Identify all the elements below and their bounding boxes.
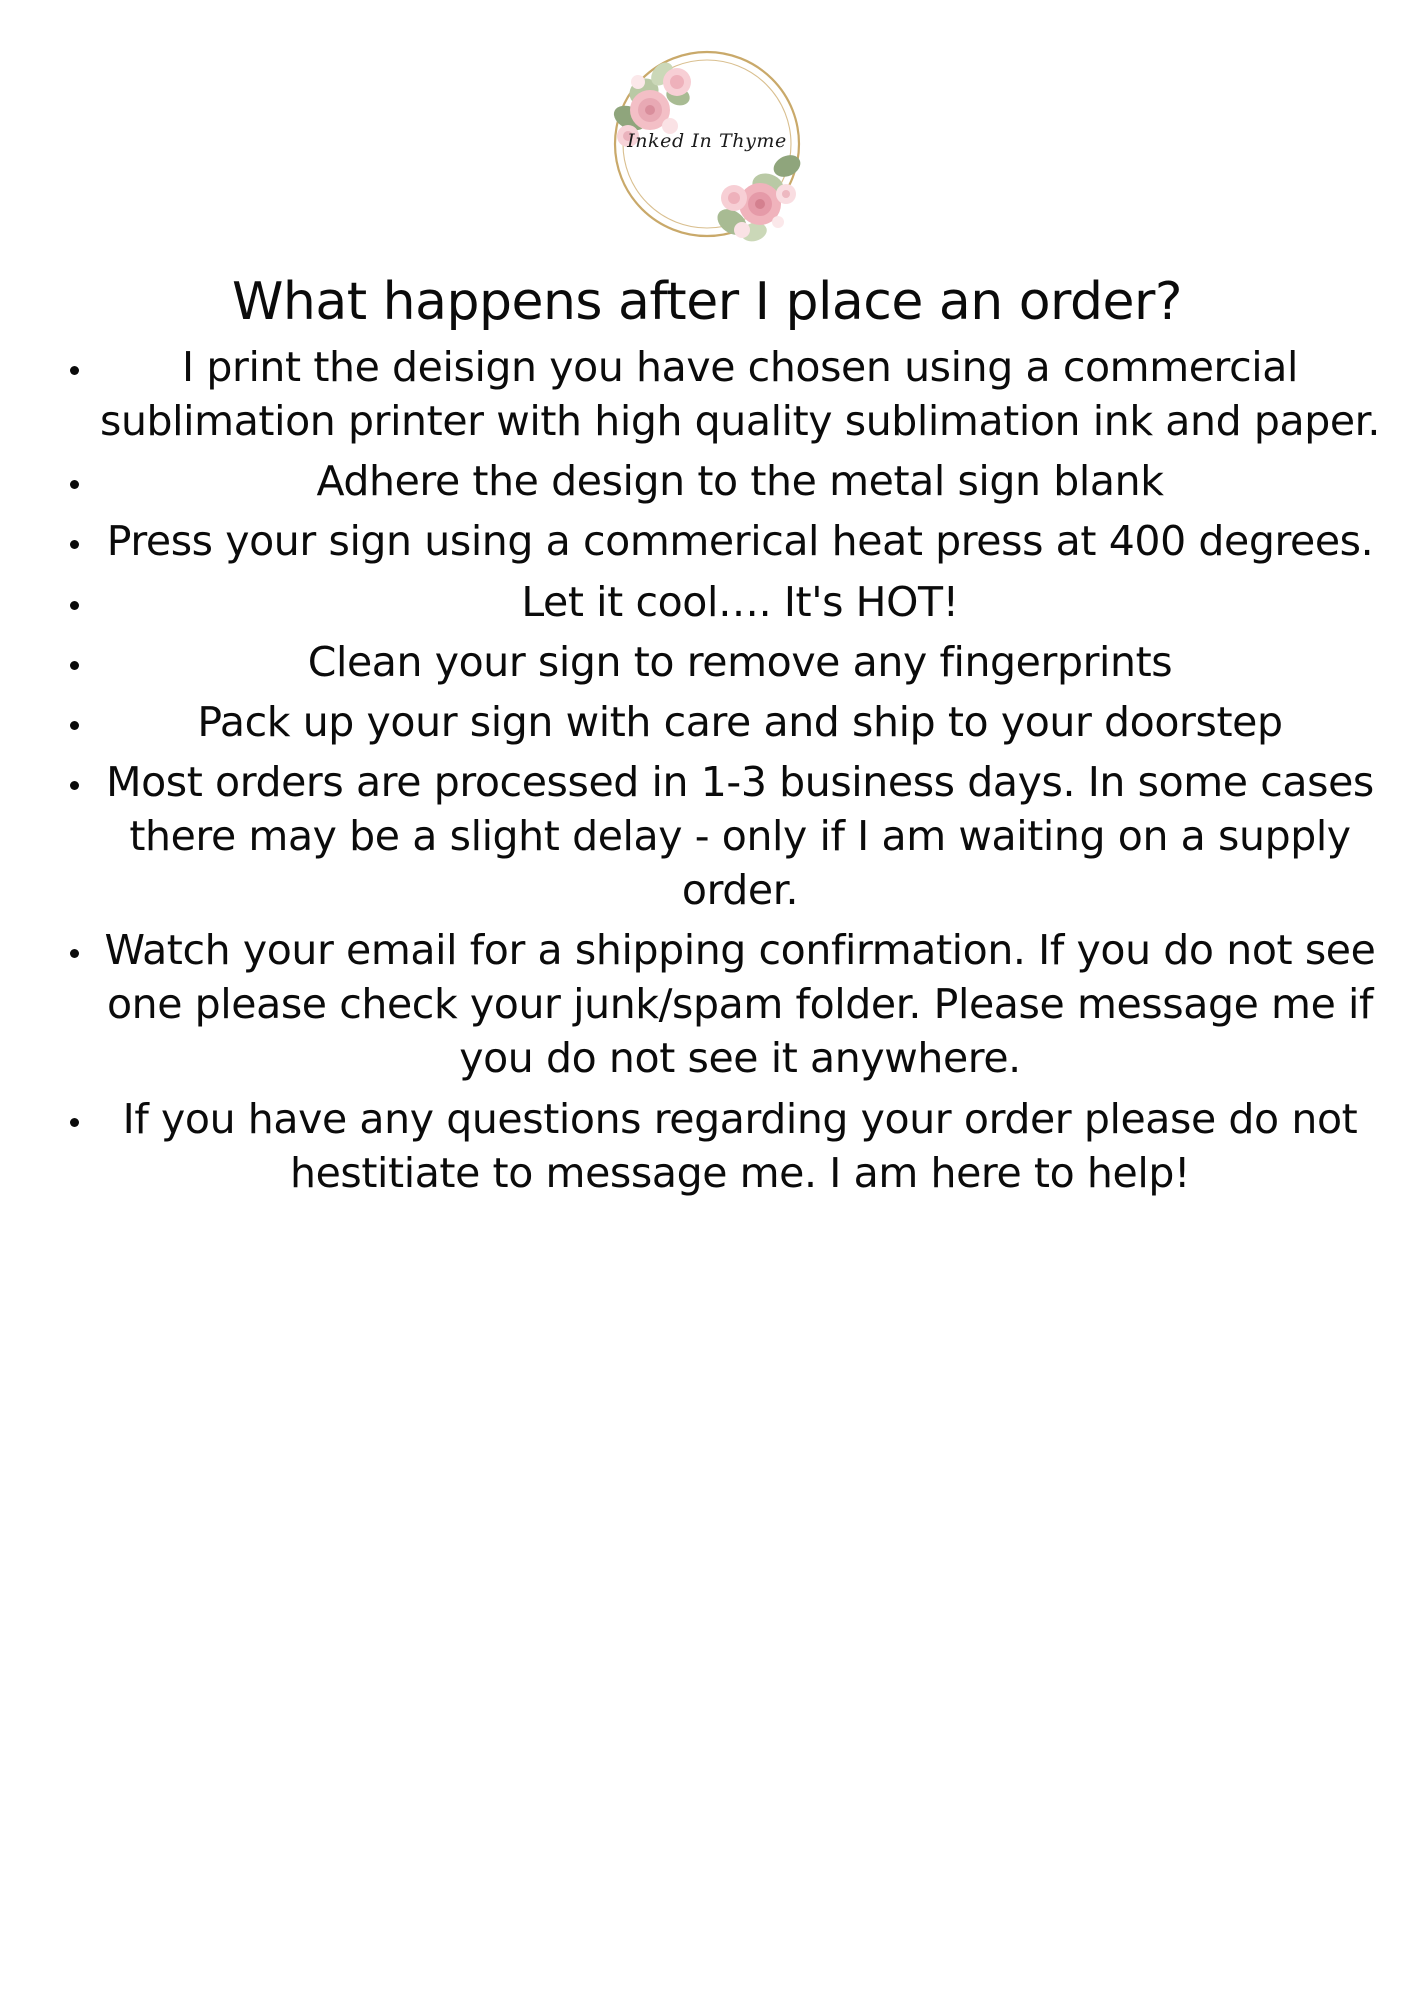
brand-name: Inked In Thyme — [627, 130, 787, 152]
list-item: Clean your sign to remove any fingerprints — [44, 635, 1380, 689]
logo-container — [28, 0, 1386, 256]
list-item: If you have any questions regarding your order please do not hestitiate to message me. I am here to help! — [44, 1092, 1380, 1200]
list-item: Let it cool…. It's HOT! — [44, 575, 1380, 629]
list-item: Press your sign using a commerical heat press at 400 degrees. — [44, 514, 1380, 568]
list-item: Most orders are processed in 1-3 business days. In some cases there may be a slight delay - only if I am waiting on a supply order. — [44, 755, 1380, 917]
list-item: Pack up your sign with care and ship to your doorstep — [44, 695, 1380, 749]
list-item: Watch your email for a shipping confirmation. If you do not see one please check your junk/spam folder. Please message me if you do not see it anywhere. — [44, 923, 1380, 1085]
list-item: I print the deisign you have chosen using a commercial sublimation printer with high quality sublimation ink and paper. — [44, 340, 1380, 448]
steps-list — [28, 340, 1386, 1200]
page-title: What happens after I place an order? — [231, 272, 1183, 332]
list-item: Adhere the design to the metal sign blank — [44, 454, 1380, 508]
floral-wreath-logo — [582, 26, 832, 262]
